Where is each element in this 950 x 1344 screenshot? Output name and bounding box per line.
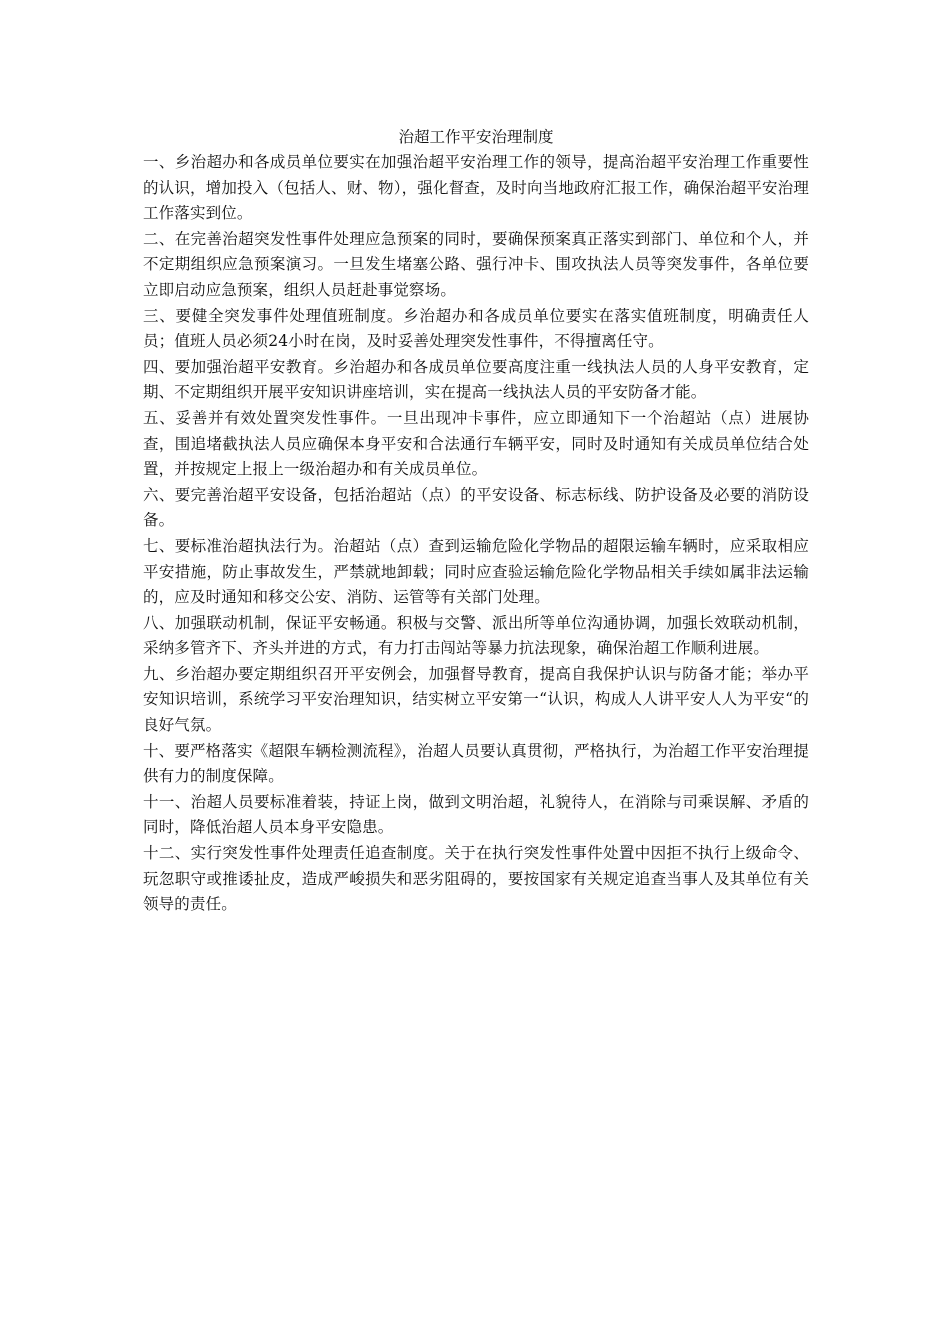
paragraph-10: 十、要严格落实《超限车辆检测流程》，治超人员要认真贯彻，严格执行，为治超工作平安治理提供有力的制度保障。: [143, 741, 809, 786]
paragraph-3: 三、要健全突发事件处理值班制度。乡治超办和各成员单位要实在落实值班制度，明确责任人员；值班人员必须24小时在岗，及时妥善处理突发性事件，不得擅离任守。: [143, 306, 809, 351]
paragraph-7: 七、要标准治超执法行为。治超站（点）查到运输危险化学物品的超限运输车辆时，应采取相应平安措施，防止事故发生，严禁就地卸载；同时应查验运输危险化学物品相关手续如属非法运输的，应及时通知和移交公安、消防、运管等有关部门处理。: [143, 536, 809, 607]
paragraph-6: 六、要完善治超平安设备，包括治超站（点）的平安设备、标志标线、防护设备及必要的消防设备。: [143, 485, 809, 530]
paragraph-4: 四、要加强治超平安教育。乡治超办和各成员单位要高度注重一线执法人员的人身平安教育，定期、不定期组织开展平安知识讲座培训，实在提高一线执法人员的平安防备才能。: [143, 357, 809, 402]
paragraph-8: 八、加强联动机制，保证平安畅通。积极与交警、派出所等单位沟通协调，加强长效联动机制，采纳多管齐下、齐头并进的方式，有力打击闯站等暴力抗法现象，确保治超工作顺利进展。: [143, 613, 809, 658]
paragraph-2: 二、在完善治超突发性事件处理应急预案的同时，要确保预案真正落实到部门、单位和个人，并不定期组织应急预案演习。一旦发生堵塞公路、强行冲卡、围攻执法人员等突发事件，各单位要立即启动应急预案，组织人员赶赴事觉察场。: [143, 229, 809, 299]
document-page: [143, 124, 809, 918]
document-title: 治超工作平安治理制度: [398, 128, 554, 146]
paragraph-11: 十一、治超人员要标准着装，持证上岗，做到文明治超，礼貌待人，在消除与司乘误解、矛盾的同时，降低治超人员本身平安隐患。: [143, 792, 809, 837]
paragraph-9: 九、乡治超办要定期组织召开平安例会，加强督导教育，提高自我保护认识与防备才能；举办平安知识培训，系统学习平安治理知识，结实树立平安第一“认识，构成人人讲平安人人为平安“的良好气氛。: [143, 664, 809, 735]
paragraph-5: 五、妥善并有效处置突发性事件。一旦出现冲卡事件，应立即通知下一个治超站（点）进展协查，围追堵截执法人员应确保本身平安和合法通行车辆平安，同时及时通知有关成员单位结合处置，并按规定上报上一级治超办和有关成员单位。: [143, 408, 809, 479]
paragraph-12: 十二、实行突发性事件处理责任追查制度。关于在执行突发性事件处置中因拒不执行上级命令、玩忽职守或推诿扯皮，造成严峻损失和恶劣阻碍的，要按国家有关规定追查当事人及其单位有关领导的责任。: [143, 844, 809, 914]
paragraph-1: 一、乡治超办和各成员单位要实在加强治超平安治理工作的领导，提高治超平安治理工作重要性的认识，增加投入（包括人、财、物），强化督查，及时向当地政府汇报工作，确保治超平安治理工作落实到位。: [143, 153, 809, 223]
